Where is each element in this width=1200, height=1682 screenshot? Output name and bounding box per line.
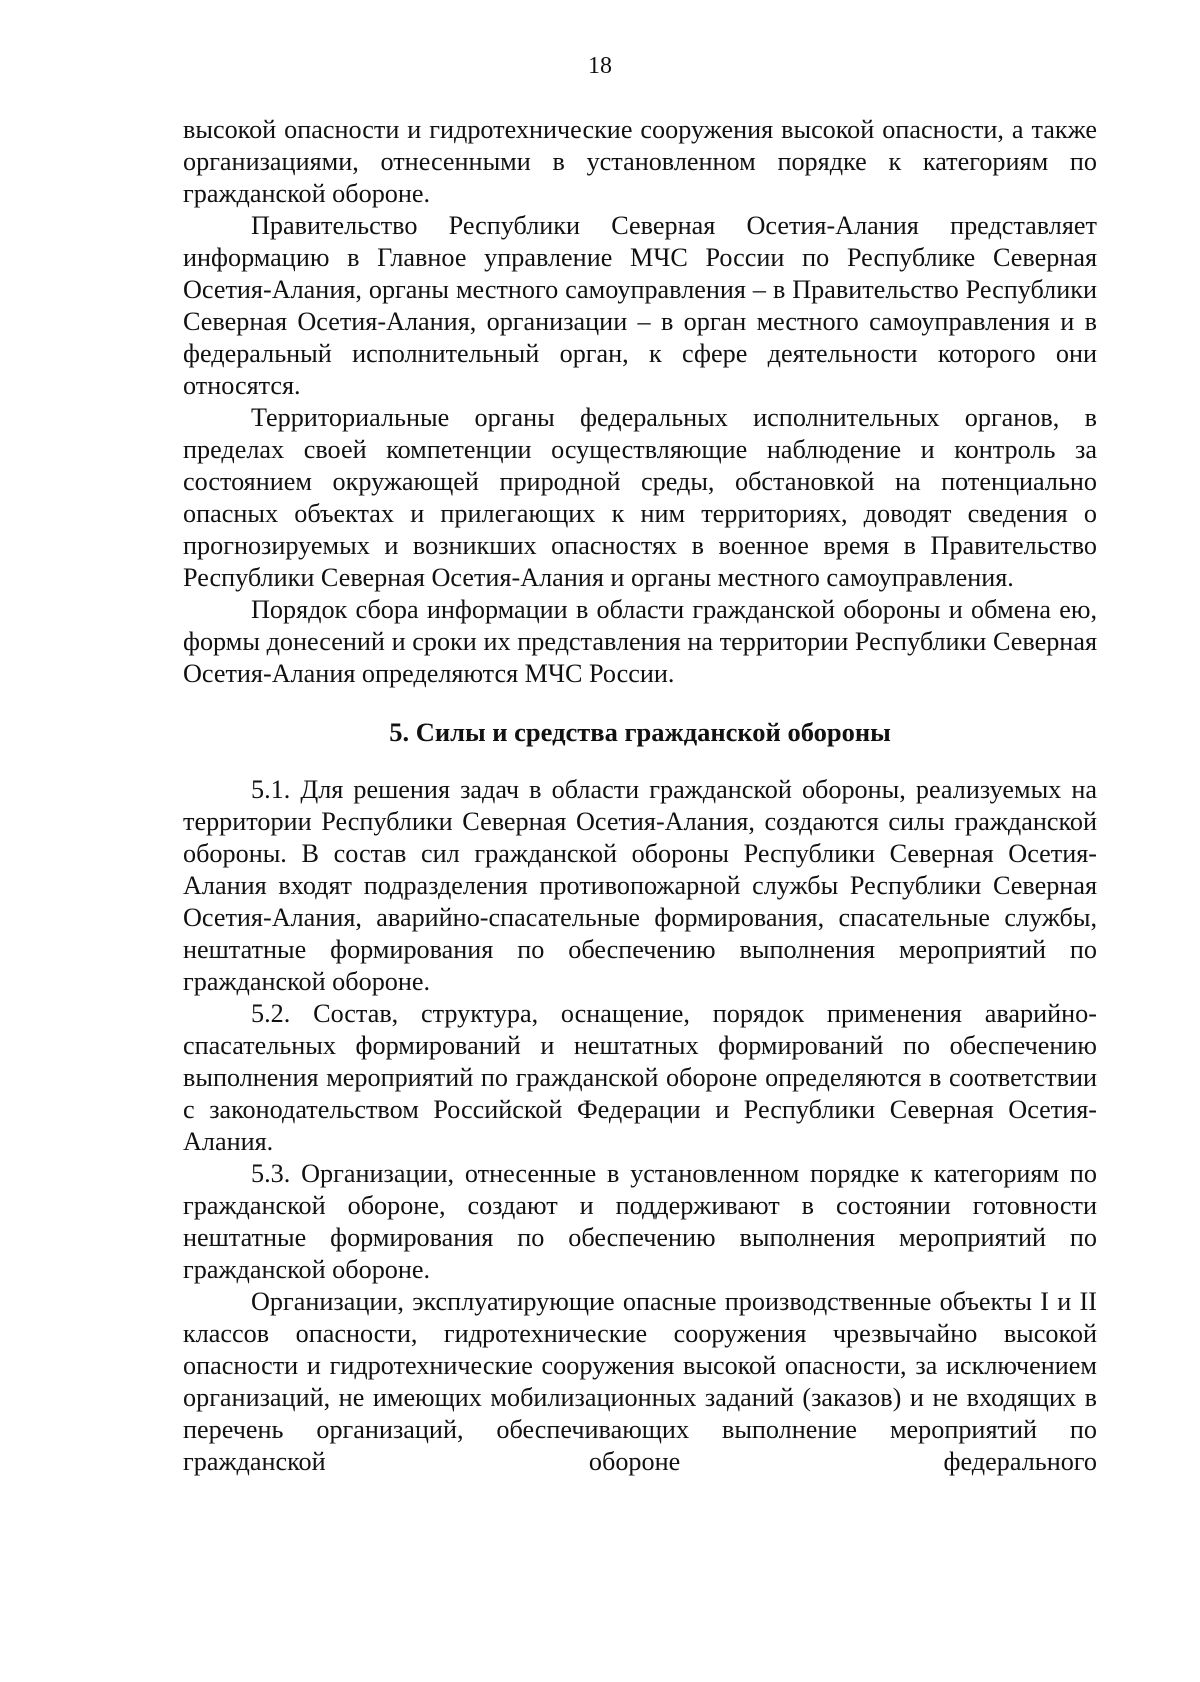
- paragraph: 5.1. Для решения задач в области гражданской обороны, реализуемых на территории Республики Северная Осетия-Алания, создаются силы гражданской обороны. В состав сил гражданской обороны Республики Северная Осетия-Алания входят подразделения противопожарной службы Республики Северная Осетия-Алания, аварийно-спасательные формирования, спасательные службы, нештатные формирования по обеспечению выполнения мероприятий по гражданской обороне.: [183, 775, 1097, 996]
- paragraph: Организации, эксплуатирующие опасные производственные объекты I и II классов опасности, гидротехнические сооружения чрезвычайно высокой опасности и гидротехнические сооружения высокой опасности, за исключением организаций, не имеющих мобилизационных заданий (заказов) и не входящих в перечень организаций, обеспечивающих выполнение мероприятий по гражданской обороне федерального: [183, 1287, 1097, 1476]
- paragraph: Территориальные органы федеральных исполнительных органов, в пределах своей компетенции осуществляющие наблюдение и контроль за состоянием окружающей природной среды, обстановкой на потенциально опасных объектах и прилегающих к ним территориях, доводят сведения о прогнозируемых и возникших опасностях в военное время в Правительство Республики Северная Осетия-Алания и органы местного самоуправления.: [183, 403, 1097, 592]
- paragraph: высокой опасности и гидротехнические сооружения высокой опасности, а также организациями, отнесенными в установленном порядке к категориям по гражданской обороне.: [183, 115, 1097, 208]
- document-body: [183, 114, 1097, 1478]
- paragraph: Правительство Республики Северная Осетия-Алания представляет информацию в Главное управление МЧС России по Республике Северная Осетия-Алания, органы местного самоуправления – в Правительство Республики Северная Осетия-Алания, организации – в орган местного самоуправления и в федеральный исполнительный орган, к сфере деятельности которого они относятся.: [183, 211, 1097, 400]
- page-number: 18: [588, 53, 612, 79]
- paragraph: 5.2. Состав, структура, оснащение, порядок применения аварийно-спасательных формирований и нештатных формирований по обеспечению выполнения мероприятий по гражданской обороне определяются в соответствии с законодательством Российской Федерации и Республики Северная Осетия-Алания.: [183, 999, 1097, 1156]
- section-heading: 5. Силы и средства гражданской обороны: [389, 717, 891, 747]
- paragraph: Порядок сбора информации в области гражданской обороны и обмена ею, формы донесений и сроки их представления на территории Республики Северная Осетия-Алания определяются МЧС России.: [183, 595, 1097, 688]
- paragraph: 5.3. Организации, отнесенные в установленном порядке к категориям по гражданской обороне, создают и поддерживают в состоянии готовности нештатные формирования по обеспечению выполнения мероприятий по гражданской обороне.: [183, 1159, 1097, 1284]
